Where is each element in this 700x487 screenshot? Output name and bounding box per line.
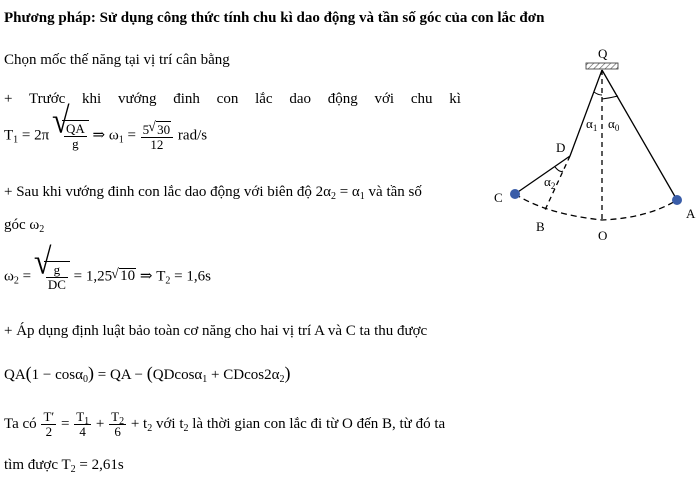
angle-arc-alpha2 bbox=[555, 167, 563, 172]
equation-omega-2: $\omega_2$ = √ $\frac{g}{DC}$ = 1,25√ 10 ⇒ $T_2 = 1,6s$ bbox=[4, 261, 211, 301]
label-O: O bbox=[598, 228, 608, 243]
angle-arc-alpha0 bbox=[602, 96, 618, 99]
bob-C bbox=[510, 189, 520, 199]
label-Q: Q bbox=[598, 46, 608, 61]
angle-arc-alpha1 bbox=[594, 92, 602, 95]
label-D: D bbox=[556, 140, 566, 155]
equation-period-1: $T_1 = 2\pi$ √ $\frac{QA}{g}$ ⇒ $\omega_1$ = $\frac{5√ 30}{12}$ rad/s bbox=[4, 120, 207, 160]
label-A: A bbox=[686, 206, 696, 221]
string-QD bbox=[570, 70, 602, 156]
label-alpha2: $\alpha_2$ bbox=[544, 174, 556, 191]
equation-energy: QA(1 − cosα$_0$) = QA − $(QDcos\alpha_1 + CDcos2\alpha_2)$ bbox=[4, 363, 291, 385]
bob-A bbox=[672, 195, 682, 205]
label-alpha0: $\alpha_0$ bbox=[608, 116, 620, 133]
line-reference-level: Chọn mốc thế năng tại vị trí cân bằng bbox=[4, 52, 230, 68]
pendulum-diagram bbox=[488, 44, 700, 250]
line-result: tìm được $T_2 = 2,61s$ bbox=[4, 457, 124, 475]
line-angular-freq: góc $\omega_2$ bbox=[4, 217, 45, 235]
line-time-relation: Ta có $\frac{T'}{2}$ = $\frac{T_1}{4}$ + $\frac{T_2}{6}$ + $t_2$ với $t_2$ là thời gian con lắc đi từ O đến B, từ đó ta bbox=[4, 409, 446, 439]
string-QA bbox=[602, 70, 677, 200]
label-B: B bbox=[536, 219, 545, 234]
ceiling-support bbox=[586, 63, 618, 69]
label-alpha1: $\alpha_1$ bbox=[586, 116, 598, 133]
line-before-nail: + Trước khi vướng đinh con lắc dao động với chu kì bbox=[4, 91, 461, 107]
line-after-nail: + Sau khi vướng đinh con lắc dao động với biên độ $2\alpha_2 = \alpha_1$ và tần số bbox=[4, 184, 422, 202]
heading: Phương pháp: Sử dụng công thức tính chu kì dao động và tần số góc của con lắc đơn bbox=[4, 10, 545, 26]
label-C: C bbox=[494, 190, 503, 205]
line-energy-conservation: + Áp dụng định luật bảo toàn cơ năng cho hai vị trí A và C ta thu được bbox=[4, 323, 428, 339]
swing-arc bbox=[515, 194, 677, 220]
